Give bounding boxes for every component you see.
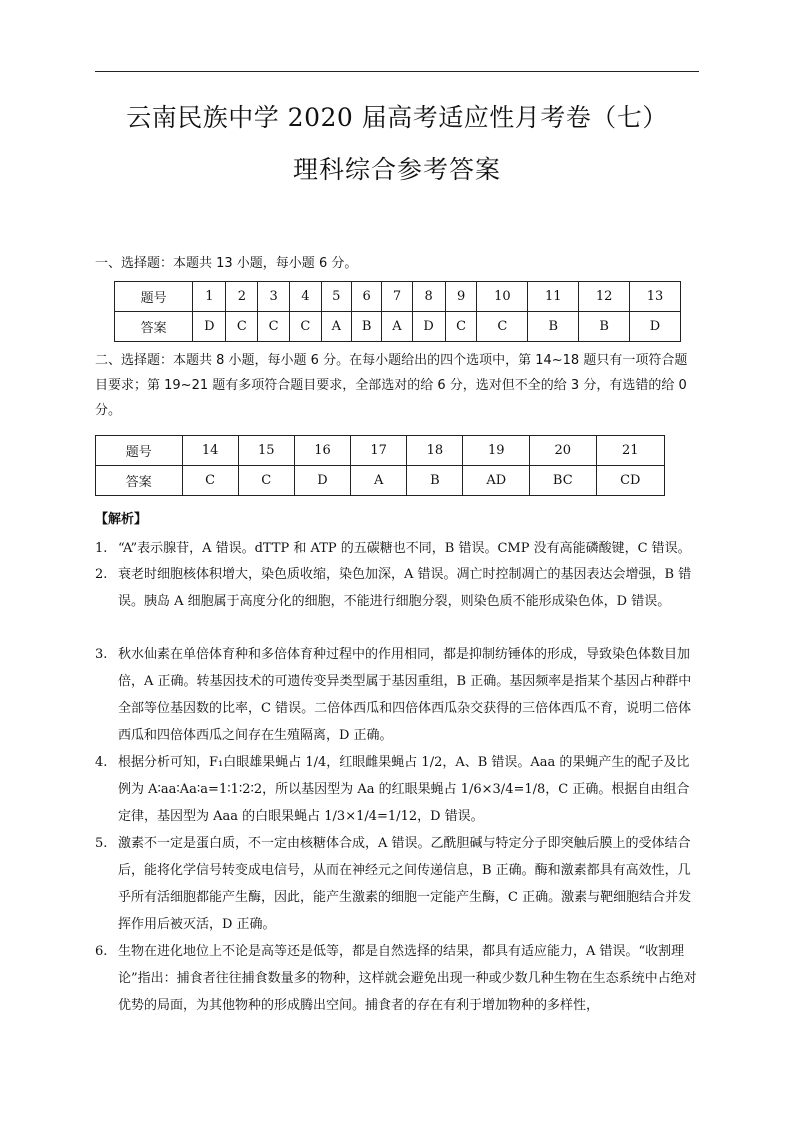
table-cell: A <box>321 312 351 342</box>
table-row <box>96 436 665 466</box>
table-row <box>115 312 681 342</box>
analysis-item <box>95 561 700 615</box>
table-cell: 3 <box>258 282 290 312</box>
table-cell: C <box>289 312 321 342</box>
table-cell: D <box>294 466 350 496</box>
table-cell: B <box>407 466 463 496</box>
table-cell: 21 <box>596 436 664 466</box>
table-cell: BC <box>530 466 596 496</box>
table-cell: 13 <box>630 282 681 312</box>
table-cell: D <box>193 312 226 342</box>
table-cell: 14 <box>182 436 238 466</box>
table-cell: 4 <box>289 282 321 312</box>
table-cell: A <box>351 466 407 496</box>
table-cell: C <box>477 312 528 342</box>
answer-table-2 <box>95 435 665 496</box>
analysis-item <box>95 641 700 749</box>
table-cell: 8 <box>412 282 445 312</box>
table-cell: 20 <box>530 436 596 466</box>
table-cell: D <box>412 312 445 342</box>
item-text: 生物在进化地位上不论是高等还是低等，都是自然选择的结果，都具有适应能力，A 错误。“收割理论”指出：捕食者往往捕食数量多的物种，这样就会避免出现一种或少数几种生物在生态系统中占绝对优势的局面，为其他物种的形成腾出空间。捕食者的存在有利于增加物种的多样性， <box>118 944 697 1013</box>
table-cell: 5 <box>321 282 351 312</box>
item-text: 根据分析可知，F₁白眼雄果蝇占 1/4，红眼雌果蝇占 1/2，A、B 错误。Aaa 的果蝇产生的配子及比例为 A∶aa∶Aa∶a=1∶1∶2∶2，所以基因型为 Aa 的红眼果蝇占 1/6×3/4=1/8，C 正确。根据自由组合定律，基因型为 Aaa 的白眼果蝇占 1/3×1/4=1/12，D 错误。 <box>118 755 690 824</box>
table-cell: D <box>630 312 681 342</box>
page-subtitle: 理科综合参考答案 <box>292 155 501 184</box>
table-cell: B <box>351 312 382 342</box>
answer-table-1 <box>114 281 681 342</box>
table-cell: 18 <box>407 436 463 466</box>
item-number: 4. <box>95 755 108 770</box>
item-number: 5. <box>95 836 108 851</box>
analysis-item <box>95 938 700 1019</box>
analysis-item <box>95 830 700 938</box>
table-cell: C <box>238 466 294 496</box>
table-cell: 12 <box>579 282 630 312</box>
table-cell: CD <box>596 466 664 496</box>
item-number: 2. <box>95 567 108 582</box>
table-cell: C <box>226 312 258 342</box>
item-number: 3. <box>95 647 108 662</box>
table-cell: 7 <box>382 282 412 312</box>
row-label: 题号 <box>115 282 193 312</box>
table-cell: 16 <box>294 436 350 466</box>
table-cell: 6 <box>351 282 382 312</box>
table-cell: 2 <box>226 282 258 312</box>
table-cell: C <box>258 312 290 342</box>
table-cell: A <box>382 312 412 342</box>
section2-heading: 二、选择题：本题共 8 小题，每小题 6 分。在每小题给出的四个选项中，第 14~18 题只有一项符合题目要求；第 19~21 题有多项符合题目要求，全部选对的给 6 分，选对但不全的给 3 分，有选错的给 0 分。 <box>95 353 688 418</box>
table-row <box>115 282 681 312</box>
page-title: 云南民族中学 2020 届高考适应性月考卷（七） <box>126 103 668 132</box>
table-cell: 9 <box>445 282 477 312</box>
table-cell: 10 <box>477 282 528 312</box>
table-cell: B <box>528 312 579 342</box>
table-cell: 17 <box>351 436 407 466</box>
item-number: 6. <box>95 944 108 959</box>
table-cell: 19 <box>463 436 530 466</box>
row-label: 答案 <box>96 466 183 496</box>
header-rule <box>95 71 699 72</box>
item-text: “A”表示腺苷，A 错误。dTTP 和 ATP 的五碳糖也不同，B 错误。CMP 没有高能磷酸键，C 错误。 <box>118 541 691 556</box>
table-row <box>96 466 665 496</box>
item-number: 1. <box>95 541 108 556</box>
table-cell: 11 <box>528 282 579 312</box>
table-cell: 1 <box>193 282 226 312</box>
analysis-heading: 【解析】 <box>95 512 148 527</box>
table-cell: AD <box>463 466 530 496</box>
item-text: 激素不一定是蛋白质，不一定由核糖体合成，A 错误。乙酰胆碱与特定分子即突触后膜上的受体结合后，能将化学信号转变成电信号，从而在神经元之间传递信息，B 正确。酶和激素都具有高效性，几乎所有活细胞都能产生酶，因此，能产生激素的细胞一定能产生酶，C 正确。激素与靶细胞结合并发挥作用后被灭活，D 正确。 <box>118 836 692 932</box>
item-text: 秋水仙素在单倍体育种和多倍体育种过程中的作用相同，都是抑制纺锤体的形成，导致染色体数目加倍，A 正确。转基因技术的可遗传变异类型属于基因重组，B 正确。基因频率是指某个基因占种群中全部等位基因数的比率，C 错误。二倍体西瓜和四倍体西瓜杂交获得的三倍体西瓜不育，说明二倍体西瓜和四倍体西瓜之间存在生殖隔离，D 正确。 <box>118 647 692 743</box>
section1-heading: 一、选择题：本题共 13 小题，每小题 6 分。 <box>95 256 358 271</box>
analysis-item <box>95 749 700 830</box>
analysis-item <box>95 535 700 562</box>
row-label: 题号 <box>96 436 183 466</box>
item-text: 衰老时细胞核体积增大，染色质收缩，染色加深，A 错误。凋亡时控制凋亡的基因表达会增强，B 错误。胰岛 A 细胞属于高度分化的细胞，不能进行细胞分裂，则染色质不能形成染色体，D 错误。 <box>118 567 692 609</box>
table-cell: 15 <box>238 436 294 466</box>
row-label: 答案 <box>115 312 193 342</box>
table-cell: C <box>182 466 238 496</box>
table-cell: B <box>579 312 630 342</box>
table-cell: C <box>445 312 477 342</box>
